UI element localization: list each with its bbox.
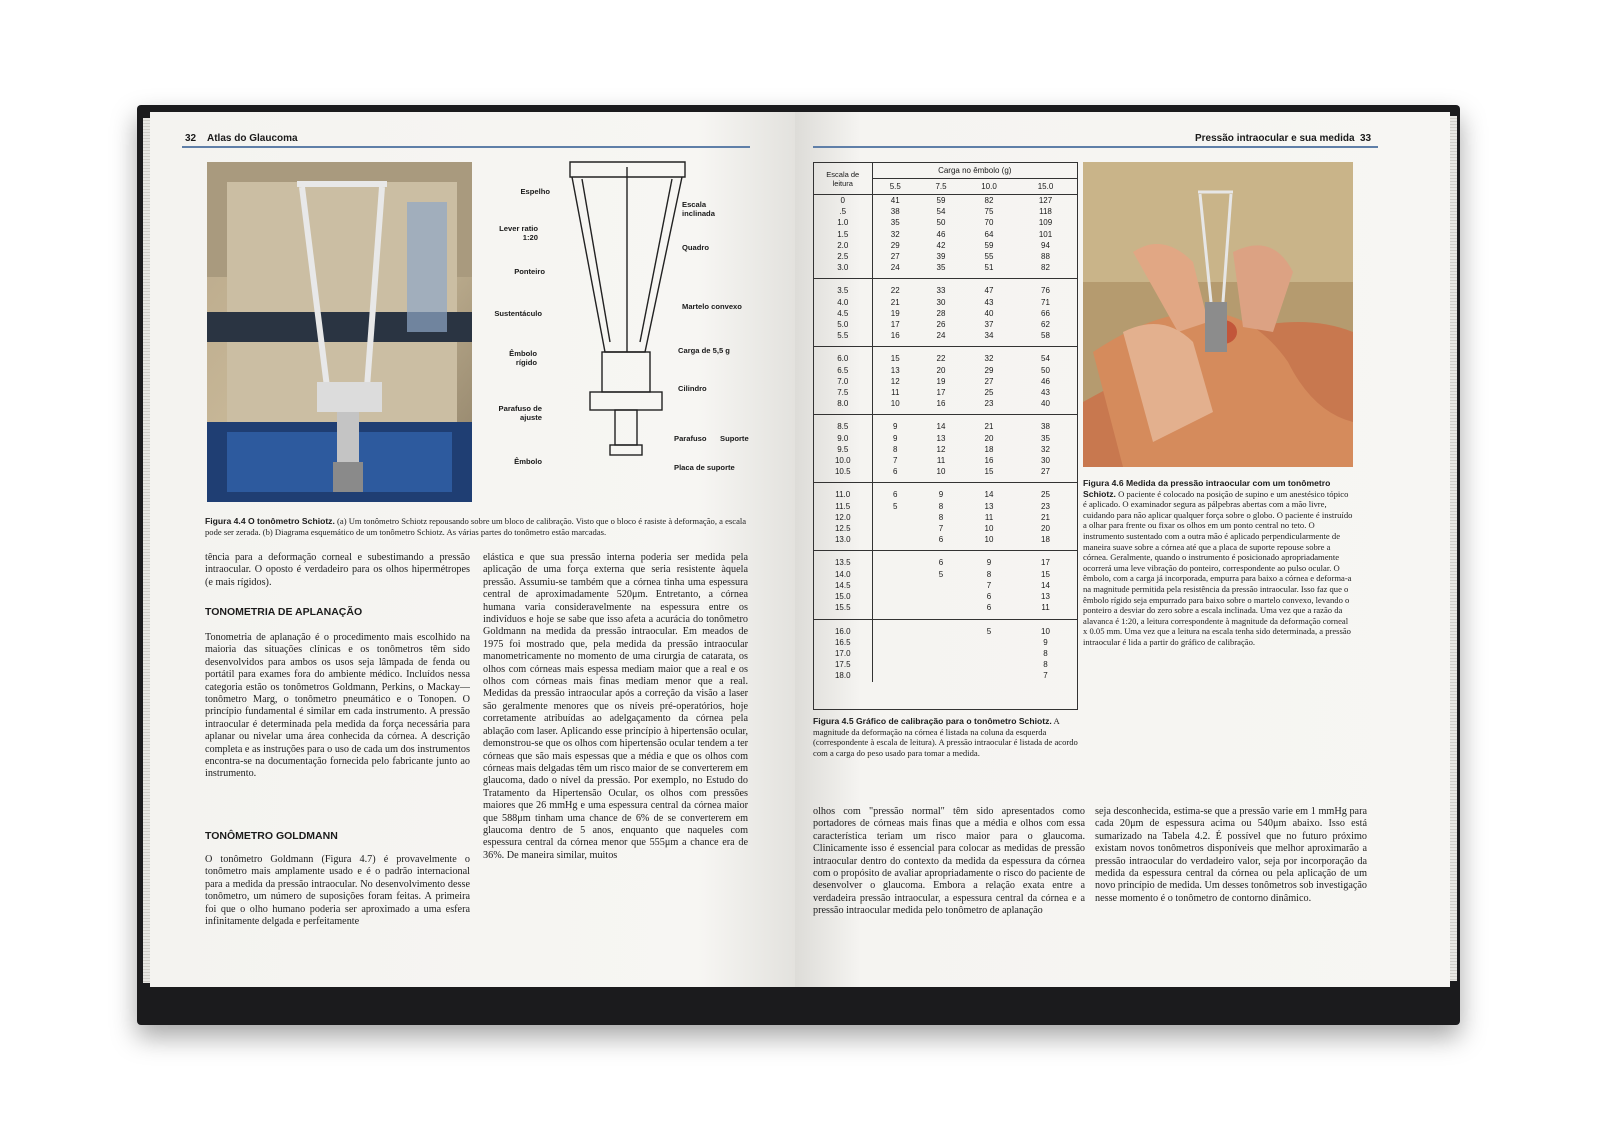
table-value-cell: 64: [984, 229, 994, 239]
label-espelho: Espelho: [520, 187, 550, 196]
table-scale-cell: 9.0: [814, 433, 872, 444]
table-row: [814, 308, 1077, 319]
table-row: [814, 619, 1077, 637]
table-value-cell: [918, 619, 964, 637]
table-value-cell: 7: [1043, 671, 1048, 681]
table-value-cell: 9: [893, 433, 898, 443]
table-value-cell: 38: [1041, 422, 1050, 432]
table-value-cell: 8: [1043, 660, 1048, 670]
table-value-cell: 35: [890, 218, 900, 228]
table-value-cell: [872, 551, 918, 569]
table-value-cell: 47: [984, 286, 994, 296]
table-scale-cell: 3.0: [814, 262, 872, 279]
table-scale-cell: 5.5: [814, 330, 872, 347]
table-value-cell: 39: [936, 252, 946, 262]
label-suporte: Suporte: [720, 434, 749, 443]
table-scale-cell: 3.5: [814, 279, 872, 297]
table-value-cell: 16: [872, 330, 918, 347]
table-row: [814, 330, 1077, 347]
table-scale-cell: 12.0: [814, 512, 872, 523]
table-load-header: 15.0: [1014, 179, 1077, 195]
table-value-cell: 14: [936, 422, 946, 432]
table-value-cell: 109: [1038, 218, 1053, 228]
table-value-cell: 27: [1014, 466, 1077, 483]
table-load-header: 10.0: [964, 179, 1014, 195]
table-value-cell: 15: [890, 354, 900, 364]
table-value-cell: 35: [918, 262, 964, 279]
table-value-cell: 127: [1038, 196, 1053, 205]
table-row: [814, 347, 1077, 365]
table-value-cell: 40: [1014, 398, 1077, 415]
table-value-cell: [964, 637, 1014, 648]
right-col1-para: olhos com "pressão normal" têm sido apresentados como portadores de córneas mais finas que a média e olhos com essa característica teriam um risco maior para o glaucoma. Clinicamente isso é essencial para colocar as medidas de pressão intraocular dentro do contexto da medida da espessura da córnea com o propósito de avaliar apropriadamente o risco do paciente de desenvolver o glaucoma. Embora a relação exata entre a verdadeira pressão intraocular, a espessura central da córnea e a pressão intraocular medida pelo tonômetro de aplanação: [813, 806, 1085, 917]
table-value-cell: [872, 648, 918, 659]
table-value-cell: [872, 637, 918, 648]
table-scale-cell: 11.5: [814, 501, 872, 512]
left-col2-para: elástica e que sua pressão interna poderia ser medida pela aplicação de uma força externa que seria resistente àquela pressão. Assumiu-se também que a córnea tinha uma espessura central de aproximadamente 520μm. Entretanto, a córnea humana varia consideravelmente na espessura entre os indivíduos e hoje se sabe que isso afeta a acurácia do tonômetro Goldmann na medida da pressão intraocular. Em meados de 1975 foi mostrado que, pela medida da pressão intraocular manometricamente no momento de uma cirurgia de catarata, os olhos com córneas mais espessa mediam maior que a real e os olhos com córneas mais finas mediam menor que a real. Medidas da pressão intraocular após a correção da visão a laser são geralmente menores que os níveis pré-operatórios, hoje corretamente atribuídas ao adelgaçamento da córnea pela ablação com laser. Aplicando esse princípio à hipertensão ocular, demonstrou-se que os olhos com hipertensão ocular tendem a ter córneas que são mais espessas que a média e que os olhos com córneas mais delgadas têm um risco maior de se converterem em glaucoma, dado o nível da pressão. Por exemplo, no Estudo do Tratamento da Hipertensão Ocular, os olhos com pressões maiores que 26 mmHg e uma espessura central da córnea maior que 588μm tinham uma chance de 6% de se converterem em glaucoma dentro de 5 anos, enquanto que naqueles com espessura central da córnea menor que 555μm a chance era de 36%. De maneira similar, muitos: [483, 552, 748, 861]
table-scale-cell: 2.0: [814, 240, 872, 251]
table-value-cell: 62: [1041, 320, 1050, 330]
table-value-cell: 15: [1041, 569, 1050, 579]
table-scale-cell: 9.5: [814, 444, 872, 455]
table-value-cell: 23: [1041, 501, 1050, 511]
table-value-cell: 18: [984, 444, 994, 454]
table-value-cell: 8: [986, 569, 992, 579]
table-value-cell: 32: [890, 229, 900, 239]
table-scale-cell: 14.0: [814, 569, 872, 580]
table-value-cell: 66: [1041, 308, 1050, 318]
table-value-cell: 11: [891, 388, 900, 398]
table-value-cell: 43: [984, 297, 994, 307]
table-value-cell: 46: [936, 229, 946, 239]
table-value-cell: 20: [936, 365, 946, 375]
right-page: [795, 112, 1450, 987]
table-row: [814, 648, 1077, 659]
table-value-cell: 26: [936, 320, 946, 330]
table-value-cell: 59: [936, 196, 946, 205]
table-scale-cell: 10.5: [814, 466, 872, 483]
table-row: [814, 217, 1077, 228]
table-scale-cell: 6.5: [814, 365, 872, 376]
table-row: [814, 398, 1077, 415]
table-row: [814, 319, 1077, 330]
calibration-table: [813, 162, 1078, 710]
table-scale-cell: 8.0: [814, 398, 872, 415]
table-value-cell: 5: [986, 626, 992, 636]
table-row: [814, 251, 1077, 262]
table-value-cell: [918, 670, 964, 681]
table-value-cell: 12: [936, 444, 946, 454]
table-scale-cell: 6.0: [814, 347, 872, 365]
table-value-cell: [872, 659, 918, 670]
table-value-cell: 11: [984, 512, 994, 522]
table-value-cell: 24: [872, 262, 918, 279]
table-scale-cell: 16.5: [814, 637, 872, 648]
table-scale-cell: 17.0: [814, 648, 872, 659]
table-scale-cell: 2.5: [814, 251, 872, 262]
table-row: [814, 297, 1077, 308]
table-row: [814, 229, 1077, 240]
table-value-cell: 16: [918, 398, 964, 415]
table-value-cell: 43: [1041, 388, 1050, 398]
table-value-cell: 10: [964, 534, 1014, 551]
table-row: [814, 670, 1077, 681]
table-scale-cell: 11.0: [814, 483, 872, 501]
table-value-cell: 9: [893, 422, 898, 432]
table-value-cell: [872, 670, 918, 681]
figure-4-4-caption-text: (a) Um tonômetro Schiotz repousando sobre um bloco de calibração. Visto que o bloco é rasiste à deformação, a escala pode ser zerada. (b) Diagrama esquemático de um tonômetro Schiotz. As várias partes do tonômetro estão marcadas.: [205, 516, 747, 537]
table-value-cell: 6: [918, 534, 964, 551]
label-martelo-convexo: Martelo convexo: [682, 302, 742, 311]
table-value-cell: 7: [893, 456, 898, 466]
table-row: [814, 602, 1077, 619]
label-sustentaculo: Sustentáculo: [494, 309, 542, 318]
table-row: [814, 262, 1077, 279]
table-value-cell: 37: [984, 320, 994, 330]
table-value-cell: 54: [1041, 354, 1050, 364]
table-value-cell: 54: [936, 207, 946, 217]
table-value-cell: 10: [984, 524, 994, 534]
table-value-cell: 30: [1041, 456, 1050, 466]
table-value-cell: 70: [984, 218, 994, 228]
table-value-cell: 71: [1041, 297, 1050, 307]
table-value-cell: 9: [938, 490, 944, 500]
table-value-cell: 14: [1041, 580, 1050, 590]
table-row: [814, 365, 1077, 376]
left-col1-para1: tência para a deformação corneal e subestimando a pressão intraocular. O oposto é verdadeiro para os olhos hipermétropes (e mais rígidos).: [205, 552, 470, 588]
table-value-cell: 24: [918, 330, 964, 347]
table-value-cell: 35: [1041, 433, 1050, 443]
table-value-cell: 17: [1041, 558, 1050, 568]
table-scale-cell: 7.0: [814, 376, 872, 387]
table-row: [814, 551, 1077, 569]
page-number-right: 33: [1360, 133, 1372, 144]
table-scale-cell: 5.0: [814, 319, 872, 330]
table-load-header: 7.5: [918, 179, 964, 195]
table-value-cell: 27: [890, 252, 900, 262]
table-value-cell: 25: [984, 388, 994, 398]
table-value-cell: [918, 580, 964, 591]
table-value-cell: [918, 637, 964, 648]
table-value-cell: 6: [893, 490, 898, 500]
table-value-cell: 5: [938, 569, 944, 579]
table-value-cell: [918, 659, 964, 670]
header-rule-left: [182, 146, 750, 148]
table-scale-cell: 1.0: [814, 217, 872, 228]
table-value-cell: 59: [984, 240, 994, 250]
table-row: [814, 659, 1077, 670]
table-row: [814, 534, 1077, 551]
table-row: [814, 466, 1077, 483]
table-value-cell: 8: [893, 444, 898, 454]
table-value-cell: [872, 591, 918, 602]
table-value-cell: 58: [1014, 330, 1077, 347]
table-value-cell: 76: [1041, 286, 1050, 296]
table-row: [814, 483, 1077, 501]
table-row: [814, 591, 1077, 602]
table-value-cell: 21: [984, 422, 994, 432]
table-value-cell: [964, 670, 1014, 681]
table-value-cell: 22: [936, 354, 946, 364]
table-value-cell: 41: [890, 196, 900, 205]
label-quadro: Quadro: [682, 243, 710, 252]
table-value-cell: 28: [936, 308, 946, 318]
table-row-header: Escala de leitura: [814, 163, 872, 195]
table-row: [814, 206, 1077, 217]
header-rule-right: [813, 146, 1378, 148]
table-value-cell: 22: [890, 286, 900, 296]
table-value-cell: 30: [936, 297, 946, 307]
figure-4-4-caption: [205, 516, 750, 537]
table-row: [814, 387, 1077, 398]
figure-4-5-caption-text: A magnitude da deformação na córnea é listada na coluna da esquerda (correspondente à escala de leitura). A pressão intraocular é listada de acordo com a carga do peso usado para tomar a medida.: [813, 716, 1078, 758]
table-value-cell: 27: [984, 376, 994, 386]
table-value-cell: 16: [984, 456, 994, 466]
table-value-cell: 8: [938, 512, 944, 522]
tonometry-patient-photo: [1083, 162, 1353, 467]
table-value-cell: 7: [986, 580, 992, 590]
table-row: [814, 580, 1077, 591]
table-value-cell: 40: [984, 308, 994, 318]
table-value-cell: [964, 648, 1014, 659]
table-value-cell: [872, 619, 918, 637]
table-value-cell: [918, 648, 964, 659]
table-value-cell: 13: [936, 433, 946, 443]
table-value-cell: 10: [872, 398, 918, 415]
table-value-cell: 6: [872, 466, 918, 483]
table-load-header: 5.5: [872, 179, 918, 195]
table-scale-cell: 14.5: [814, 580, 872, 591]
table-row: [814, 637, 1077, 648]
table-value-cell: 75: [984, 207, 994, 217]
table-scale-cell: .5: [814, 206, 872, 217]
table-value-cell: 50: [936, 218, 946, 228]
table-value-cell: 82: [984, 196, 994, 205]
table-value-cell: 33: [936, 286, 946, 296]
table-value-cell: 7: [938, 524, 944, 534]
heading-tonometro-goldmann: TONÔMETRO GOLDMANN: [205, 830, 338, 842]
figure-4-6-caption-text: O paciente é colocado na posição de supino e um anestésico tópico é aplicado. O examinador segura as pálpebras abertas com a mão livre, cuidando para não aplicar qualquer força sobre o globo. O paciente é instruído a olhar para frente ou fixar os olhos em um ponto central no teto. O instrumento sustentado com a outra mão é aplicado perpendicularmente de maneira suave sobre a córnea até que a placa de suporte repouse sobre a córnea. Geralmente, quando o instrumento é posicionado apropriadamente ocorrerá uma leve vibração do ponteiro, correspondente ao pulso ocular. O êmbolo, com a carga já incorporada, empurra para baixo a córnea e deforma-a na magnitude permitida pela resistência da pressão intraocular. Isso faz que o êmbolo rígido seja empurrado para baixo sobre o martelo convexo, levando o ponteiro a desviar do zero sobre a escala inclinada. Uma vez que a razão da alavanca é 1:20, a leitura correspondente à magnitude da deformação corneal x 0.05 mm. Uma vez que a leitura na escala tenha sido determinada, a pressão intraocular é lida a partir do gráfico de calibração.: [1083, 488, 1353, 647]
table-value-cell: 13: [984, 501, 994, 511]
table-value-cell: 17: [936, 388, 946, 398]
table-value-cell: 34: [964, 330, 1014, 347]
table-value-cell: [872, 523, 918, 534]
label-escala-inclinada: Escala inclinada: [682, 200, 715, 218]
table-value-cell: 6: [986, 592, 992, 602]
table-row: [814, 433, 1077, 444]
table-value-cell: 32: [984, 354, 994, 364]
table-value-cell: 23: [964, 398, 1014, 415]
table-scale-cell: 13.5: [814, 551, 872, 569]
label-carga: Carga de 5,5 g: [678, 346, 730, 355]
table-value-cell: 9: [986, 558, 992, 568]
table-scale-cell: 7.5: [814, 387, 872, 398]
table-value-cell: 19: [936, 376, 946, 386]
table-row: [814, 240, 1077, 251]
figure-4-5-caption-label: Figura 4.5 Gráfico de calibração para o tonômetro Schiotz.: [813, 716, 1052, 726]
label-embolo: Êmbolo: [514, 457, 542, 466]
table-value-cell: 46: [1041, 376, 1050, 386]
table-value-cell: 32: [1041, 444, 1050, 454]
table-value-cell: 6: [938, 558, 944, 568]
table-scale-cell: 18.0: [814, 670, 872, 681]
table-value-cell: 18: [1014, 534, 1077, 551]
table-row: [814, 415, 1077, 433]
table-value-cell: [918, 602, 964, 619]
table-value-cell: 25: [1041, 490, 1050, 500]
table-value-cell: 21: [1041, 512, 1050, 522]
label-lever-ratio: Lever ratio 1:20: [499, 224, 538, 242]
table-value-cell: 15: [964, 466, 1014, 483]
table-value-cell: 9: [1043, 637, 1048, 647]
table-row: [814, 455, 1077, 466]
table-scale-cell: 4.0: [814, 297, 872, 308]
label-ponteiro: Ponteiro: [514, 267, 545, 276]
figure-4-6-caption-label: Figura 4.6 Medida da pressão intraocular com um tonômetro Schiotz.: [1083, 478, 1331, 499]
table-value-cell: 101: [1038, 229, 1053, 239]
right-col2-para: seja desconhecida, estima-se que a pressão varie em 1 mmHg para cada 20μm de espessura acima ou 540μm abaixo. Isso está sumarizado na Tabela 4.2. É possível que no futuro próximo existam novos tonômetros disponíveis que melhor aproximarão a pressão intraocular do verdadeiro valor, seja por incorporação da medida da espessura central da córnea ou pela aplicação de um novo princípio de medida. Um desses tonômetros sob investigação nesse momento é o tonômetro de contorno dinâmico.: [1095, 806, 1367, 904]
page-number-left: 32: [185, 133, 197, 144]
table-value-cell: 94: [1041, 240, 1050, 250]
label-cilindro: Cilindro: [678, 384, 707, 393]
table-scale-cell: 8.5: [814, 415, 872, 433]
table-value-cell: 29: [890, 240, 900, 250]
table-value-cell: [872, 512, 918, 523]
table-value-cell: [872, 534, 918, 551]
table-value-cell: 8: [1043, 648, 1048, 658]
table-value-cell: 20: [984, 433, 994, 443]
table-row: [814, 501, 1077, 512]
table-value-cell: 8: [938, 501, 944, 511]
table-value-cell: 38: [890, 207, 900, 217]
figure-4-5-caption: [813, 716, 1078, 758]
table-scale-cell: 10.0: [814, 455, 872, 466]
table-value-cell: 20: [1041, 524, 1050, 534]
left-col1-para2: Tonometria de aplanação é o procedimento mais escolhido na maioria das situações clínicas e os tonômetros têm sido desenvolvidos para ambos os usos seja lâmpada de fenda ou portátil para exames fora do ambiente médico. Incluídos nessa categoria estão os tonômetros Goldmann, Perkins, o Mackay—tonômetro Marg, o tonômetro pneumático e o Tonopen. O princípio fundamental é similar em cada instrumento. A pressão intraocular é determinada pela medida da força necessária para aplanar ou nivelar uma área conhecida da córnea. A descrição completa e as instruções para o uso de cada um dos instrumentos encontra-se na documentação fornecida pelo fabricante junto ao instrumento.: [205, 632, 470, 780]
table-row: [814, 195, 1077, 207]
table-value-cell: 42: [936, 240, 946, 250]
table-value-cell: 118: [1039, 207, 1052, 217]
table-value-cell: 19: [890, 308, 900, 318]
table-value-cell: 6: [964, 602, 1014, 619]
table-value-cell: 11: [1014, 602, 1077, 619]
table-scale-cell: 15.0: [814, 591, 872, 602]
heading-tonometria-aplanacao: TONOMETRIA DE APLANAÇÃO: [205, 606, 363, 618]
table-scale-cell: 12.5: [814, 523, 872, 534]
table-value-cell: 10: [1041, 626, 1050, 636]
label-parafuso: Parafuso: [674, 434, 707, 443]
table-value-cell: 10: [918, 466, 964, 483]
left-col1-para3: O tonômetro Goldmann (Figura 4.7) é provavelmente o tonômetro mais amplamente usado e é o padrão internacional para a medida da pressão intraocular. No desenvolvimento desse tonômetro, um número de suposições foram feitas. A primeira foi que o olho humano poderia ser aproximado a uma esfera infinitamente delgada e perfeitamente: [205, 854, 470, 928]
table-value-cell: 5: [893, 501, 898, 511]
running-head-left: Atlas do Glaucoma: [207, 133, 298, 144]
right-page-edges: [1449, 116, 1457, 981]
table-value-cell: 12: [890, 376, 900, 386]
left-page: [150, 112, 795, 987]
table-scale-cell: 0: [814, 195, 872, 207]
table-value-cell: 51: [964, 262, 1014, 279]
table-value-cell: 55: [984, 252, 994, 262]
figure-4-4-caption-label: Figura 4.4 O tonômetro Schiotz.: [205, 516, 335, 526]
table-value-cell: 13: [1041, 592, 1050, 602]
label-embolo-rigido: Êmbolo rígido: [509, 349, 537, 367]
table-value-cell: 88: [1041, 252, 1050, 262]
table-value-cell: [918, 591, 964, 602]
figure-4-6-caption: [1083, 478, 1353, 648]
label-placa-suporte: Placa de suporte: [674, 463, 735, 472]
table-value-cell: [872, 569, 918, 580]
table-value-cell: 17: [890, 320, 900, 330]
schiotz-tonometer-photo: [207, 162, 472, 502]
table-row: [814, 523, 1077, 534]
table-value-cell: 21: [890, 297, 900, 307]
table-value-cell: [964, 659, 1014, 670]
table-value-cell: 50: [1041, 365, 1050, 375]
table-value-cell: [872, 602, 918, 619]
table-row: [814, 512, 1077, 523]
table-scale-cell: 13.0: [814, 534, 872, 551]
table-value-cell: 82: [1014, 262, 1077, 279]
table-row: [814, 279, 1077, 297]
table-value-cell: [872, 580, 918, 591]
label-parafuso-ajuste: Parafuso de ajuste: [498, 404, 542, 422]
table-scale-cell: 15.5: [814, 602, 872, 619]
table-value-cell: 13: [890, 365, 900, 375]
table-value-cell: 29: [984, 365, 994, 375]
table-scale-cell: 17.5: [814, 659, 872, 670]
table-value-cell: 11: [936, 456, 946, 466]
table-group-header: Carga no êmbolo (g): [872, 163, 1077, 179]
table-row: [814, 569, 1077, 580]
table-scale-cell: 4.5: [814, 308, 872, 319]
running-head-right: Pressão intraocular e sua medida: [1195, 133, 1355, 144]
table-row: [814, 376, 1077, 387]
table-scale-cell: 1.5: [814, 229, 872, 240]
table-value-cell: 14: [984, 490, 994, 500]
table-row: [814, 444, 1077, 455]
table-scale-cell: 16.0: [814, 619, 872, 637]
